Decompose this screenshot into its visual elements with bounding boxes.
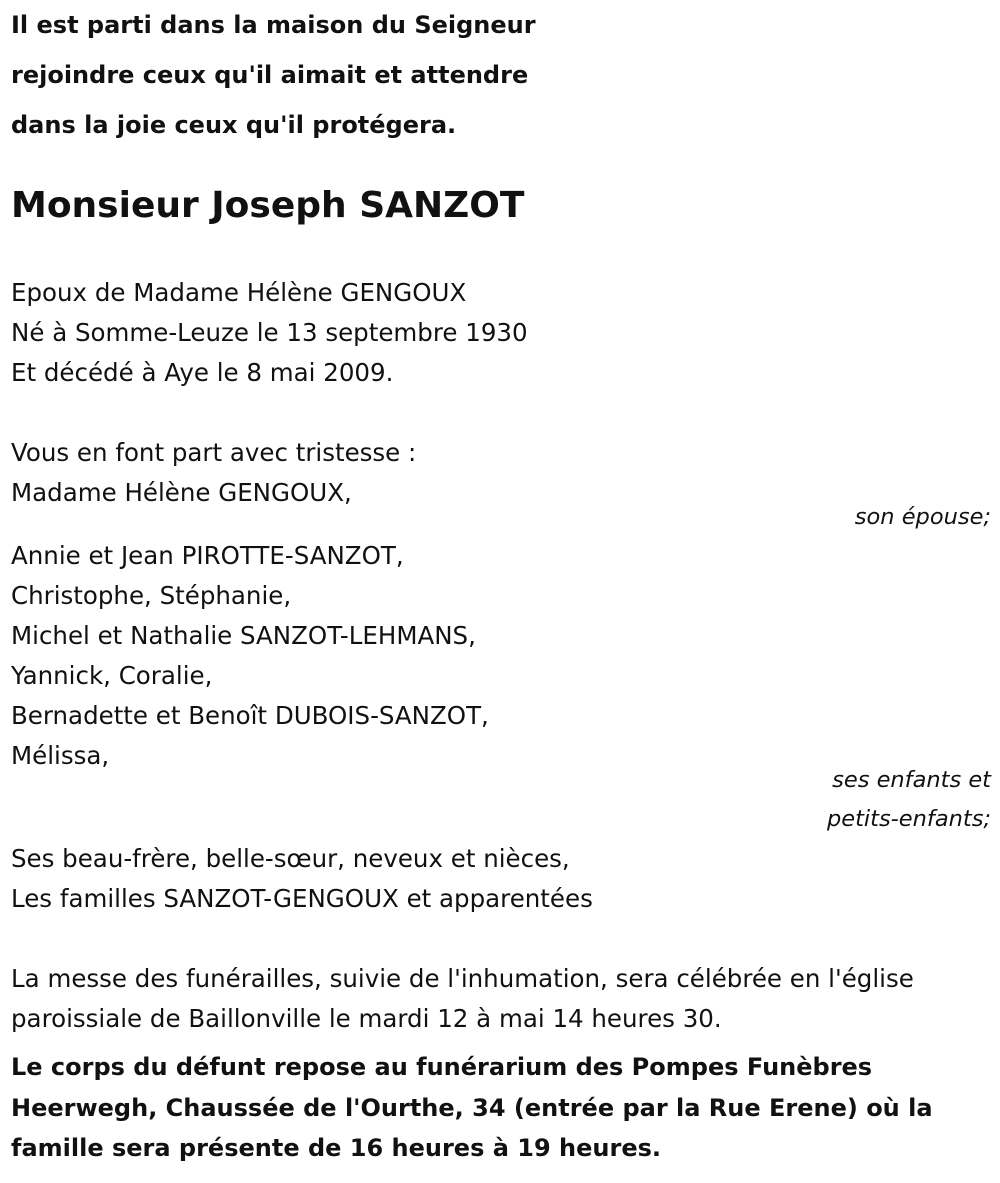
children-line: Bernadette et Benoît DUBOIS-SANZOT,: [11, 701, 489, 730]
relatives-line: Les familles SANZOT-GENGOUX et apparentées: [11, 884, 593, 913]
intro-line: Il est parti dans la maison du Seigneur: [11, 11, 536, 39]
deceased-name: Monsieur Joseph SANZOT: [11, 185, 525, 226]
relatives-line: Ses beau-frère, belle-sœur, neveux et nièces,: [11, 844, 570, 873]
viewing-line: famille sera présente de 16 heures à 19 heures.: [11, 1134, 661, 1162]
children-role: petits-enfants;: [826, 806, 991, 832]
intro-line: dans la joie ceux qu'il protégera.: [11, 111, 457, 139]
detail-line: Epoux de Madame Hélène GENGOUX: [11, 278, 467, 307]
children-line: Annie et Jean PIROTTE-SANZOT,: [11, 541, 404, 570]
children-line: Yannick, Coralie,: [11, 661, 213, 690]
children-line: Michel et Nathalie SANZOT-LEHMANS,: [11, 621, 476, 650]
children-line: Christophe, Stéphanie,: [11, 581, 292, 610]
spouse-name: Madame Hélène GENGOUX,: [11, 478, 352, 507]
children-role: ses enfants et: [832, 767, 991, 793]
detail-line: Et décédé à Aye le 8 mai 2009.: [11, 358, 394, 387]
funeral-line: La messe des funérailles, suivie de l'inhumation, sera célébrée en l'église: [11, 964, 914, 993]
viewing-line: Heerwegh, Chaussée de l'Ourthe, 34 (entrée par la Rue Erene) où la: [11, 1094, 933, 1122]
children-line: Mélissa,: [11, 741, 110, 770]
spouse-role: son épouse;: [854, 504, 991, 530]
viewing-line: Le corps du défunt repose au funérarium des Pompes Funèbres: [11, 1053, 873, 1081]
announcement-text: Vous en font part avec tristesse :: [11, 438, 417, 467]
detail-line: Né à Somme-Leuze le 13 septembre 1930: [11, 318, 528, 347]
funeral-line: paroissiale de Baillonville le mardi 12 à mai 14 heures 30.: [11, 1004, 722, 1033]
intro-line: rejoindre ceux qu'il aimait et attendre: [11, 61, 529, 89]
